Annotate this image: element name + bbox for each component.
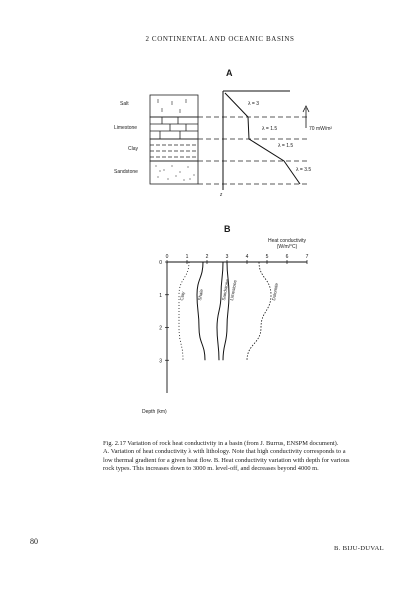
- heat-flux-arrow: [303, 106, 309, 128]
- figure-b-x-axis-label: Heat conductivity (W/m/°C): [267, 238, 307, 250]
- x-tick-label: 7: [305, 254, 309, 260]
- y-tick-label: 3: [159, 358, 162, 365]
- x-tick-label: 6: [285, 254, 289, 260]
- curve-shale: [197, 262, 205, 360]
- x-tick-label: 0: [165, 254, 169, 260]
- conductivity-label-4: λ = 3.5: [296, 167, 312, 173]
- y-tick-label: 0: [159, 260, 162, 266]
- figure-b-y-axis-label: Depth (km): [142, 409, 167, 415]
- figure-a-letter: A: [226, 68, 233, 78]
- sandstone-dots: [155, 165, 194, 180]
- curve-label-sandstone: Sandstone: [221, 278, 230, 301]
- curve-limestone: [223, 262, 229, 360]
- curve-sandstone: [217, 262, 223, 360]
- curve-label-dolomite: Dolomite: [271, 282, 280, 301]
- curve-label-limestone: Limestone: [229, 279, 238, 301]
- heat-flux-label: 70 mW/m²: [309, 126, 333, 132]
- curve-label-clay: Clay: [179, 291, 186, 301]
- page-number: 80: [30, 537, 38, 546]
- conductivity-label-1: λ = 3: [248, 101, 259, 107]
- x-tick-label: 3: [225, 254, 229, 260]
- depth-axis-label: z: [220, 192, 223, 198]
- curve-clay: [179, 262, 189, 360]
- temperature-profile: [225, 93, 300, 184]
- y-tick-label: 1: [159, 292, 162, 299]
- y-tick-label: 2: [159, 325, 162, 332]
- figure-b-letter: B: [224, 224, 231, 234]
- x-tick-label: 5: [265, 254, 269, 260]
- layer-label-sandstone: Sandstone: [114, 169, 138, 175]
- layer-boundaries: [198, 117, 310, 184]
- caption-title: Fig. 2.17 Variation of rock heat conductivity in a basin (from J. Burrus, ENSPM document).: [103, 440, 339, 447]
- x-tick-label: 4: [245, 254, 249, 260]
- layer-label-salt: Salt: [120, 101, 129, 107]
- conductivity-label-3: λ = 1.5: [278, 143, 294, 149]
- x-tick-label: 2: [205, 254, 209, 260]
- author-credit: B. BIJU-DUVAL: [334, 545, 384, 552]
- x-tick-label: 1: [185, 254, 189, 260]
- conductivity-label-2: λ = 1.5: [262, 126, 278, 132]
- figure-caption: [103, 440, 353, 474]
- lithology-column: [150, 95, 198, 184]
- caption-body: A. Variation of heat conductivity λ with lithology. Note that high conductivity corresponds to a low thermal gradient for a given heat flow. B. Heat conductivity variation with depth for various rock types. This increases down to 3000 m. level-off, and decreases beyond 4000 m.: [103, 448, 350, 473]
- curve-label-shale: Shale: [197, 288, 204, 301]
- running-head: 2 CONTINENTAL AND OCEANIC BASINS: [145, 35, 295, 43]
- curve-dolomite: [247, 262, 271, 360]
- layer-label-limestone: Limestone: [114, 125, 138, 131]
- layer-label-clay: Clay: [128, 146, 139, 152]
